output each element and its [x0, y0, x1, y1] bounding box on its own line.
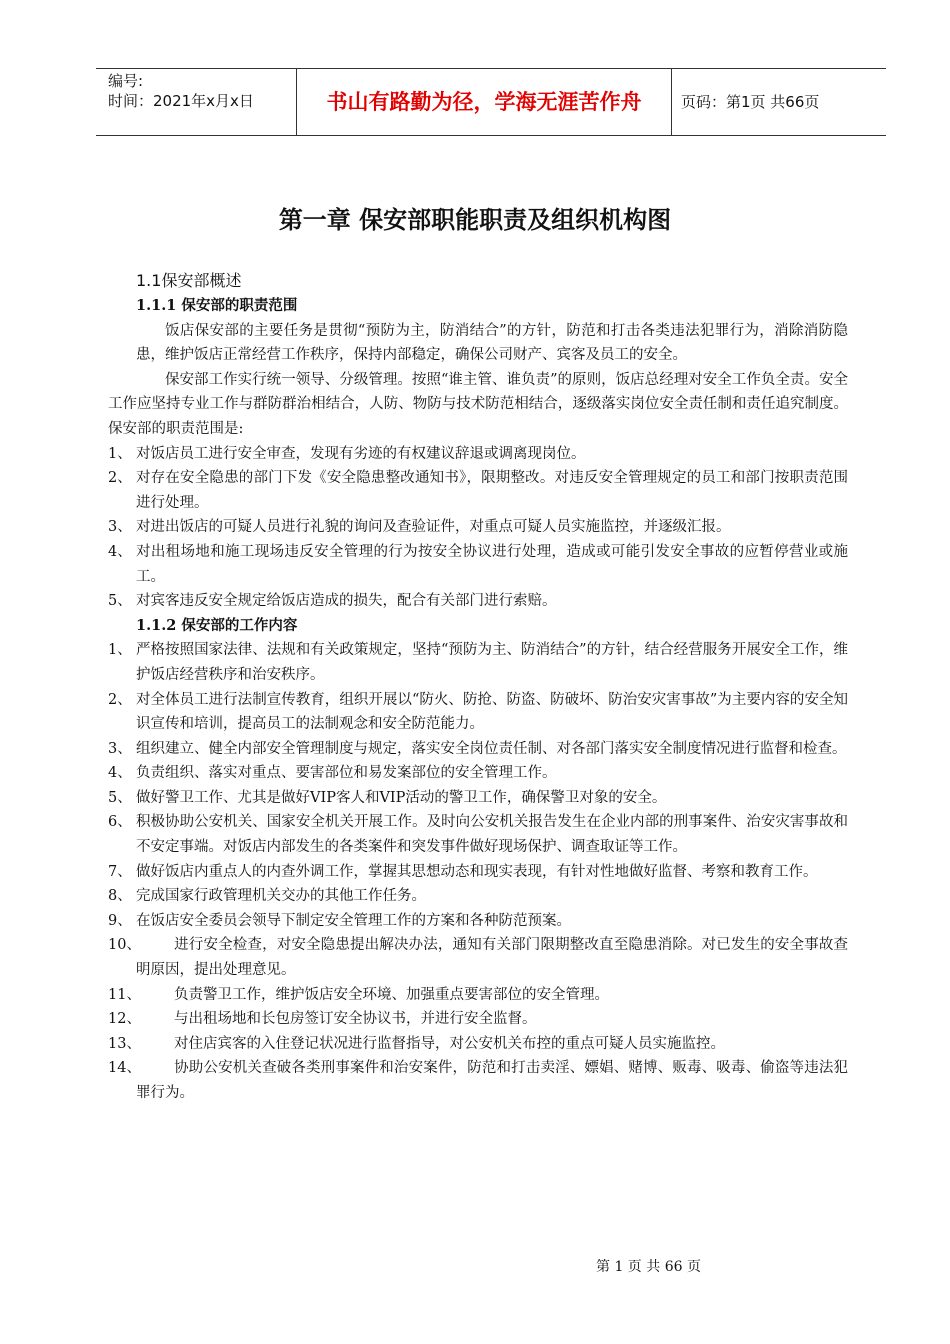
scope-list [108, 442, 848, 614]
header-page-label: 页码：第1页 共66页 [681, 93, 820, 111]
list-item-text: 对进出饭店的可疑人员进行礼貌的询问及查验证件，对重点可疑人员实施监控，并逐级汇报。 [136, 519, 731, 536]
list-item-text: 对存在安全隐患的部门下发《安全隐患整改通知书》，限期整改。对违反安全管理规定的员工和部门按职责范围进行处理。 [136, 470, 848, 511]
list-item-text: 积极协助公安机关、国家安全机关开展工作。及时向公安机关报告发生在企业内部的刑事案件、治安灾害事故和不安定事端。对饭店内部发生的各类案件和突发事件做好现场保护、调查取证等工作。 [136, 814, 848, 856]
list-item-text: 在饭店安全委员会领导下制定安全管理工作的方案和各种防范预案。 [136, 912, 571, 929]
header-number-label: 编号: [108, 72, 144, 90]
document-body [108, 268, 848, 1106]
list-item-text: 对住店宾客的入住登记状况进行监督指导，对公安机关布控的重点可疑人员实施监控。 [174, 1035, 725, 1052]
list-item [108, 515, 848, 540]
list-item-text: 负责警卫工作，维护饭店安全环境、加强重点要害部位的安全管理。 [174, 986, 609, 1003]
list-item [108, 1032, 848, 1057]
list-item [108, 909, 848, 934]
list-item-number: 4、 [108, 765, 132, 782]
list-item-text: 与出租场地和长包房签订安全协议书，并进行安全监督。 [174, 1011, 537, 1028]
list-item-number: 8、 [108, 888, 132, 905]
list-item-number: 2、 [108, 470, 132, 487]
subsection-heading-1-1-2: 1.1.2 保安部的工作内容 [136, 616, 298, 634]
list-item [108, 1007, 848, 1032]
list-item [108, 1056, 848, 1105]
list-item-number: 1、 [108, 445, 132, 462]
list-item-number: 12、 [108, 1011, 141, 1028]
header-time-label: 时间：2021年x月x日 [108, 92, 254, 110]
list-item-number: 14、 [108, 1060, 141, 1077]
section-heading-1-1: 1.1保安部概述 [136, 271, 242, 290]
list-item-number: 5、 [108, 593, 132, 610]
list-item [108, 638, 848, 687]
list-item [108, 761, 848, 786]
list-item [108, 983, 848, 1008]
header-motto: 书山有路勤为径，学海无涯苦作舟 [296, 69, 672, 135]
paragraph: 保安部工作实行统一领导、分级管理。按照“谁主管、谁负责”的原则，饭店总经理对安全工作负全责。安全工作应坚持专业工作与群防群治相结合，人防、物防与技术防范相结合，逐级落实岗位安全责任制和责任追究制度。保安部的职责范围是: [108, 371, 848, 437]
list-item-number: 3、 [108, 740, 132, 757]
list-item-text: 做好饭店内重点人的内查外调工作，掌握其思想动态和现实表现，有针对性地做好监督、考察和教育工作。 [136, 863, 818, 880]
chapter-title: 第一章 保安部职能职责及组织机构图 [278, 206, 672, 234]
work-list [108, 638, 848, 1105]
document-header [96, 68, 886, 136]
list-item [108, 737, 848, 762]
list-item-text: 对宾客违反安全规定给饭店造成的损失，配合有关部门进行索赔。 [136, 593, 557, 610]
list-item-text: 进行安全检查，对安全隐患提出解决办法，通知有关部门限期整改直至隐患消除。对已发生的安全事故查明原因，提出处理意见。 [136, 937, 848, 979]
list-item-number: 10、 [108, 937, 141, 954]
list-item-number: 2、 [108, 691, 132, 708]
list-item-text: 做好警卫工作、尤其是做好VIP客人和VIP活动的警卫工作，确保警卫对象的安全。 [136, 789, 667, 806]
list-item-text: 完成国家行政管理机关交办的其他工作任务。 [136, 888, 426, 905]
paragraph: 饭店保安部的主要任务是贯彻“预防为主，防消结合”的方针，防范和打击各类违法犯罪行为，消除消防隐患，维护饭店正常经营工作秩序，保持内部稳定，确保公司财产、宾客及员工的安全。 [136, 322, 848, 364]
list-item [108, 786, 848, 811]
subsection-heading-1-1-1: 1.1.1 保安部的职责范围 [136, 297, 298, 314]
list-item [108, 810, 848, 859]
list-item-text: 对饭店员工进行安全审查，发现有劣迹的有权建议辞退或调离现岗位。 [136, 445, 586, 462]
list-item-number: 4、 [108, 543, 132, 560]
list-item-number: 11、 [108, 986, 141, 1003]
list-item [108, 466, 848, 515]
list-item-number: 6、 [108, 814, 132, 831]
list-item [108, 884, 848, 909]
list-item [108, 688, 848, 737]
list-item-text: 对出租场地和施工现场违反安全管理的行为按安全协议进行处理，造成或可能引发安全事故的应暂停营业或施工。 [136, 543, 848, 585]
list-item [108, 933, 848, 982]
list-item-text: 严格按照国家法律、法规和有关政策规定，坚持“预防为主、防消结合”的方针，结合经营服务开展安全工作，维护饭店经营秩序和治安秩序。 [136, 642, 848, 683]
list-item-text: 负责组织、落实对重点、要害部位和易发案部位的安全管理工作。 [136, 765, 557, 782]
page-footer: 第 1 页 共 66 页 [596, 1259, 701, 1275]
list-item [108, 540, 848, 589]
header-left-cell [96, 69, 296, 135]
list-item-text: 协助公安机关查破各类刑事案件和治安案件，防范和打击卖淫、嫖娼、赌博、贩毒、吸毒、偷盗等违法犯罪行为。 [136, 1060, 848, 1101]
list-item-number: 13、 [108, 1035, 141, 1052]
list-item-text: 组织建立、健全内部安全管理制度与规定，落实安全岗位责任制、对各部门落实安全制度情况进行监督和检查。 [136, 740, 847, 757]
list-item [108, 442, 848, 467]
list-item-text: 对全体员工进行法制宣传教育，组织开展以“防火、防抢、防盗、防破坏、防治安灾害事故”为主要内容的安全知识宣传和培训，提高员工的法制观念和安全防范能力。 [136, 691, 848, 733]
list-item-number: 7、 [108, 863, 132, 880]
list-item [108, 860, 848, 885]
list-item [108, 589, 848, 614]
list-item-number: 3、 [108, 519, 132, 536]
list-item-number: 5、 [108, 789, 132, 806]
list-item-number: 9、 [108, 912, 132, 929]
list-item-number: 1、 [108, 642, 132, 659]
